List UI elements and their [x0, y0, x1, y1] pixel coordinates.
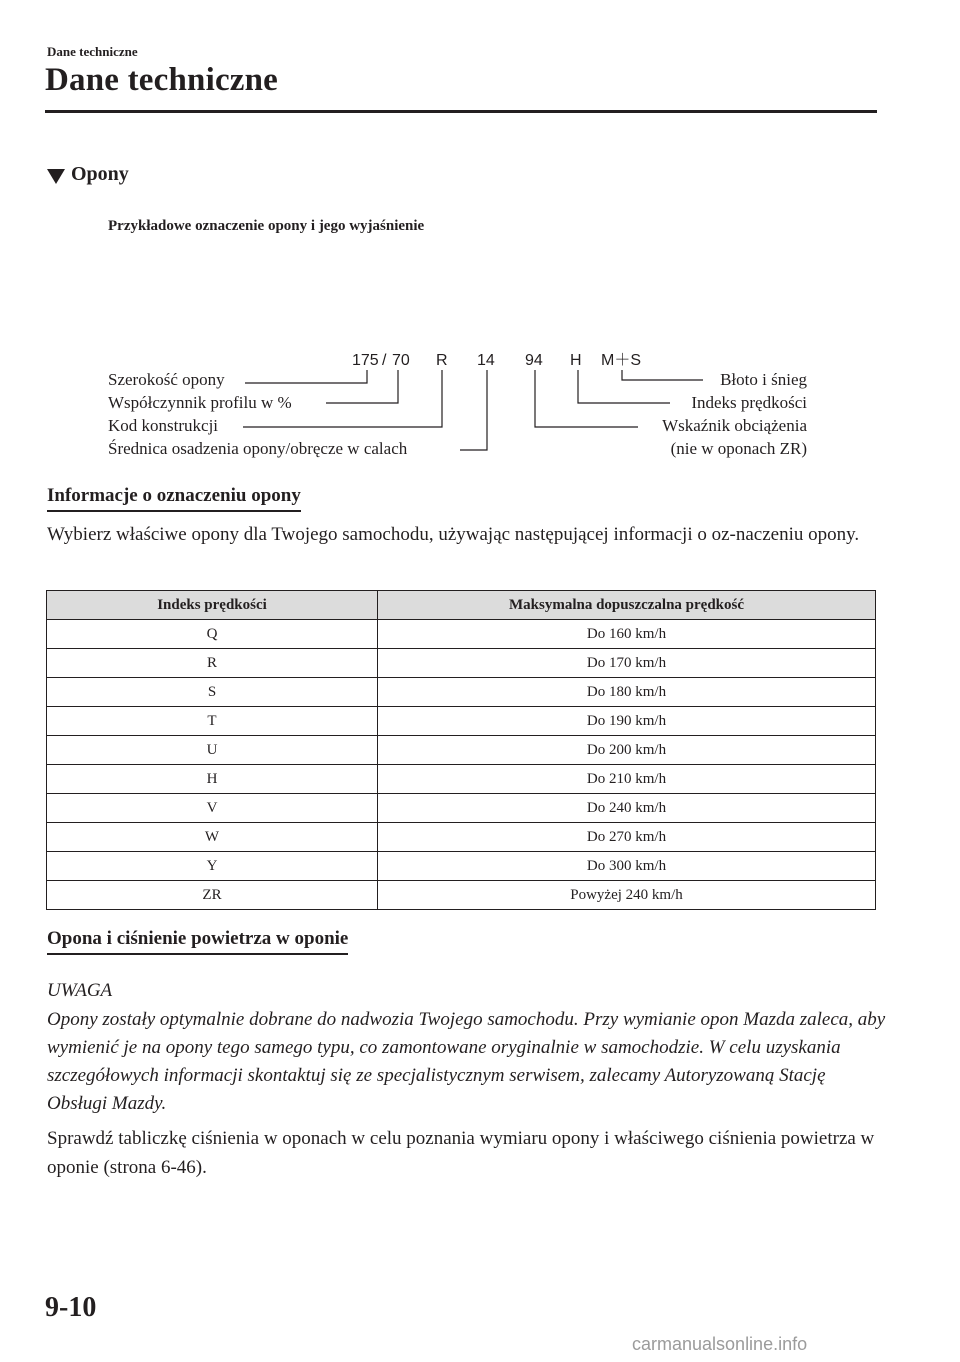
- table-header-row: [47, 591, 876, 620]
- leader-ms: [622, 370, 703, 380]
- speed-index-cell: ZR: [47, 881, 378, 910]
- code-slash: /: [382, 352, 387, 369]
- header-max-speed: Maksymalna dopuszczalna prędkość: [378, 591, 876, 620]
- speed-index-cell: W: [47, 823, 378, 852]
- label-construction: Kod konstrukcji: [108, 416, 219, 435]
- label-rim: Średnica osadzenia opony/obręcze w calach: [108, 439, 408, 458]
- table-row: [47, 678, 876, 707]
- table-row: [47, 823, 876, 852]
- label-load: Wskaźnik obciążenia: [662, 416, 807, 435]
- triangle-bullet-icon: [47, 169, 65, 184]
- max-speed-cell: Do 200 km/h: [378, 736, 876, 765]
- max-speed-cell: Do 180 km/h: [378, 678, 876, 707]
- header-rule: [45, 110, 877, 113]
- table-row: [47, 707, 876, 736]
- table-row: [47, 765, 876, 794]
- speed-index-table: [46, 590, 876, 910]
- note-title: UWAGA: [47, 980, 113, 1001]
- page-number: 9-10: [45, 1292, 97, 1323]
- speed-index-cell: T: [47, 707, 378, 736]
- max-speed-cell: Do 210 km/h: [378, 765, 876, 794]
- code-construction: R: [436, 352, 448, 369]
- table-row: [47, 620, 876, 649]
- speed-index-cell: U: [47, 736, 378, 765]
- label-load-note: (nie w oponach ZR): [670, 439, 807, 458]
- leader-ratio: [326, 370, 398, 403]
- table-row: [47, 649, 876, 678]
- max-speed-cell: Do 240 km/h: [378, 794, 876, 823]
- max-speed-cell: Do 160 km/h: [378, 620, 876, 649]
- page-title: Dane techniczne: [45, 62, 279, 98]
- max-speed-cell: Do 300 km/h: [378, 852, 876, 881]
- speed-index-cell: Q: [47, 620, 378, 649]
- leader-speed: [578, 370, 670, 403]
- label-ms: Błoto i śnieg: [720, 370, 807, 389]
- speed-index-cell: V: [47, 794, 378, 823]
- pressure-paragraph: Sprawdź tabliczkę ciśnienia w oponach w celu poznania wymiaru opony i właściwego ciśnienia powietrza w oponie (strona 6-46).: [47, 1128, 875, 1178]
- running-head: Dane techniczne: [47, 44, 138, 59]
- section-heading: [47, 163, 129, 186]
- tire-marking-diagram: [0, 340, 960, 470]
- max-speed-cell: Do 270 km/h: [378, 823, 876, 852]
- code-ratio: 70: [392, 352, 410, 369]
- info-intro: Wybierz właściwe opony dla Twojego samochodu, używając następującej informacji o oz-naczeniu opony.: [47, 524, 860, 545]
- leader-rim: [460, 370, 487, 450]
- table-row: [47, 794, 876, 823]
- table-row: [47, 736, 876, 765]
- table-row: [47, 881, 876, 910]
- code-rim: 14: [477, 352, 495, 369]
- max-speed-cell: Do 190 km/h: [378, 707, 876, 736]
- code-speed: H: [570, 352, 582, 369]
- speed-index-cell: Y: [47, 852, 378, 881]
- max-speed-cell: Powyżej 240 km/h: [378, 881, 876, 910]
- speed-index-cell: H: [47, 765, 378, 794]
- code-load: 94: [525, 352, 543, 369]
- diagram-caption: Przykładowe oznaczenie opony i jego wyjaśnienie: [108, 218, 425, 234]
- max-speed-cell: Do 170 km/h: [378, 649, 876, 678]
- pressure-heading: Opona i ciśnienie powietrza w oponie: [47, 927, 348, 955]
- header-speed-index: Indeks prędkości: [47, 591, 378, 620]
- label-ratio: Współczynnik profilu w %: [108, 393, 292, 412]
- watermark: carmanualsonline.info: [632, 1334, 808, 1354]
- note-text: Opony zostały optymalnie dobrane do nadwozia Twojego samochodu. Przy wymianie opon Mazda zaleca, aby wymienić je na opony tego samego typu, co zamontowane oryginalnie w samochodzie. W celu uzyskania szczegółowych informacji skontaktuj się ze specjalistycznym serwisem, zalecamy Autoryzowaną Stację Obsługi Mazdy.: [47, 1009, 886, 1114]
- code-width: 175: [352, 352, 379, 369]
- code-ms: M＋S: [601, 352, 642, 369]
- label-speed: Indeks prędkości: [691, 393, 807, 412]
- info-heading: Informacje o oznaczeniu opony: [47, 484, 301, 512]
- speed-index-cell: S: [47, 678, 378, 707]
- label-width: Szerokość opony: [108, 370, 225, 389]
- speed-index-cell: R: [47, 649, 378, 678]
- section-heading-text: Opony: [71, 163, 129, 185]
- leader-width: [245, 370, 367, 383]
- table-row: [47, 852, 876, 881]
